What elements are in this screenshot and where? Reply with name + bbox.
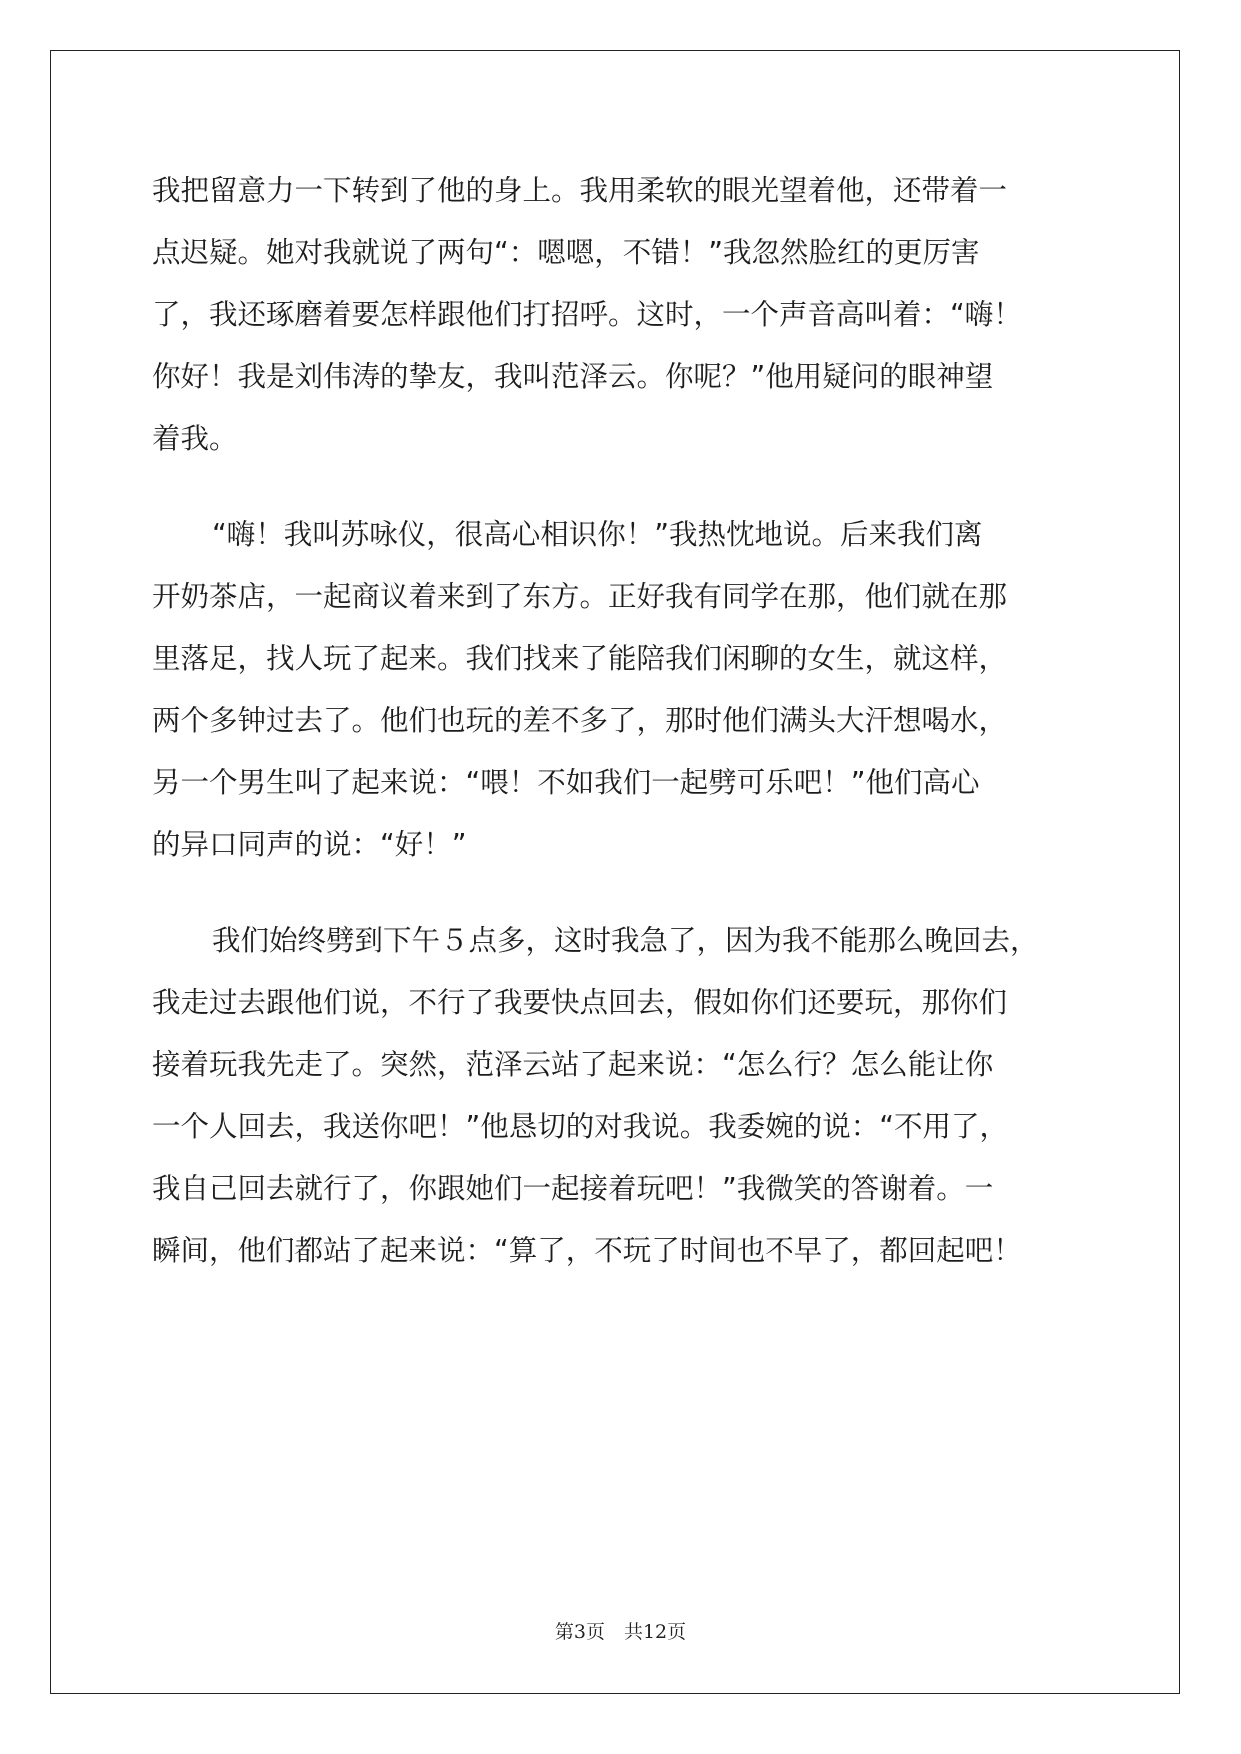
text-line: 一个人回去，我送你吧！”他恳切的对我说。我委婉的说：“不用了，	[152, 1110, 1009, 1143]
text-line: 我走过去跟他们说，不行了我要快点回去，假如你们还要玩，那你们	[152, 986, 1008, 1019]
paragraph-first-line: 我们始终劈到下午５点多，这时我急了，因为我不能那么晚回去，	[212, 924, 1039, 957]
text-line: 另一个男生叫了起来说：“喂！不如我们一起劈可乐吧！”他们高心	[152, 766, 980, 799]
page-number-footer: 第3页 共12页	[554, 1621, 687, 1643]
text-line: 点迟疑。她对我就说了两句“：嗯嗯，不错！”我忽然脸红的更厉害	[152, 236, 980, 269]
text-line: 两个多钟过去了。他们也玩的差不多了，那时他们满头大汗想喝水，	[152, 704, 1008, 737]
text-line: 瞬间，他们都站了起来说：“算了，不玩了时间也不早了，都回起吧！	[152, 1234, 1022, 1267]
text-line: 的异口同声的说：“好！”	[152, 828, 467, 861]
text-line: 着我。	[152, 422, 238, 455]
text-line: 了，我还琢磨着要怎样跟他们打招呼。这时，一个声音高叫着：“嗨！	[152, 298, 1022, 331]
text-line: 接着玩我先走了。突然，范泽云站了起来说：“怎么行？怎么能让你	[152, 1048, 994, 1081]
text-line: 我把留意力一下转到了他的身上。我用柔软的眼光望着他，还带着一	[152, 174, 1008, 207]
text-line: 开奶茶店，一起商议着来到了东方。正好我有同学在那，他们就在那	[152, 580, 1008, 613]
text-line: 你好！我是刘伟涛的挚友，我叫范泽云。你呢？”他用疑问的眼神望	[152, 360, 994, 393]
paragraph-first-line: “嗨！我叫苏咏仪，很高心相识你！”我热忱地说。后来我们离	[212, 518, 983, 551]
document-body	[152, 160, 1092, 1282]
text-line: 我自己回去就行了，你跟她们一起接着玩吧！”我微笑的答谢着。一	[152, 1172, 994, 1205]
text-line: 里落足，找人玩了起来。我们找来了能陪我们闲聊的女生，就这样，	[152, 642, 1008, 675]
